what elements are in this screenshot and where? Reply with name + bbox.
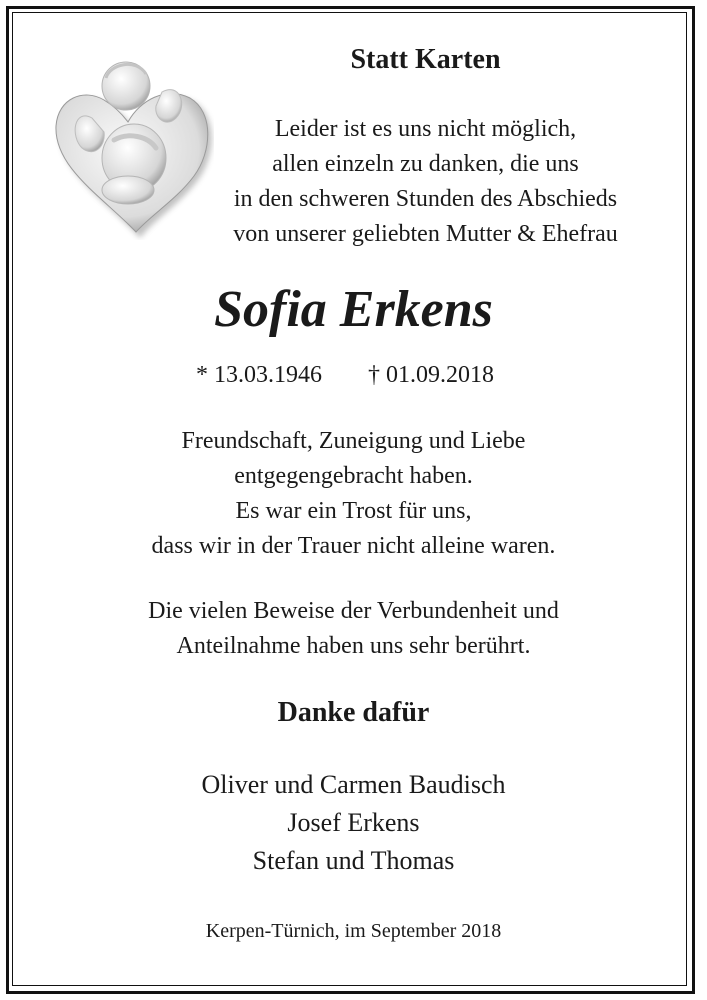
intro-line-1: Leider ist es uns nicht möglich,: [274, 116, 577, 142]
paragraph1-line-1: Freundschaft, Zuneigung und Liebe: [181, 428, 526, 454]
paragraph2-line-1: Die vielen Beweise der Verbundenheit und: [148, 598, 559, 624]
thanks-heading: Danke dafür: [277, 697, 430, 728]
birth-date: * 13.03.1946: [196, 362, 322, 388]
signatory-3: Stefan und Thomas: [252, 846, 455, 875]
intro-line-4: von unserer geliebten Mutter & Ehefrau: [233, 221, 618, 247]
intro-line-2: allen einzeln zu danken, die uns: [272, 151, 579, 177]
intro-line-3: in den schweren Stunden des Abschieds: [233, 186, 618, 212]
paragraph1-line-4: dass wir in der Trauer nicht alleine waren.: [151, 533, 556, 559]
signatory-1: Oliver und Carmen Baudisch: [201, 770, 506, 799]
place-date: Kerpen-Türnich, im September 2018: [205, 920, 502, 942]
signatory-2: Josef Erkens: [287, 808, 420, 837]
death-date: † 01.09.2018: [368, 362, 494, 388]
paragraph1-line-3: Es war ein Trost für uns,: [235, 498, 472, 524]
paragraph1-line-2: entgegengebracht haben.: [234, 463, 473, 489]
header-statt-karten: Statt Karten: [350, 44, 501, 75]
paragraph2-line-2: Anteilnahme haben uns sehr berührt.: [176, 633, 531, 659]
deceased-name: Sofia Erkens: [214, 281, 493, 338]
